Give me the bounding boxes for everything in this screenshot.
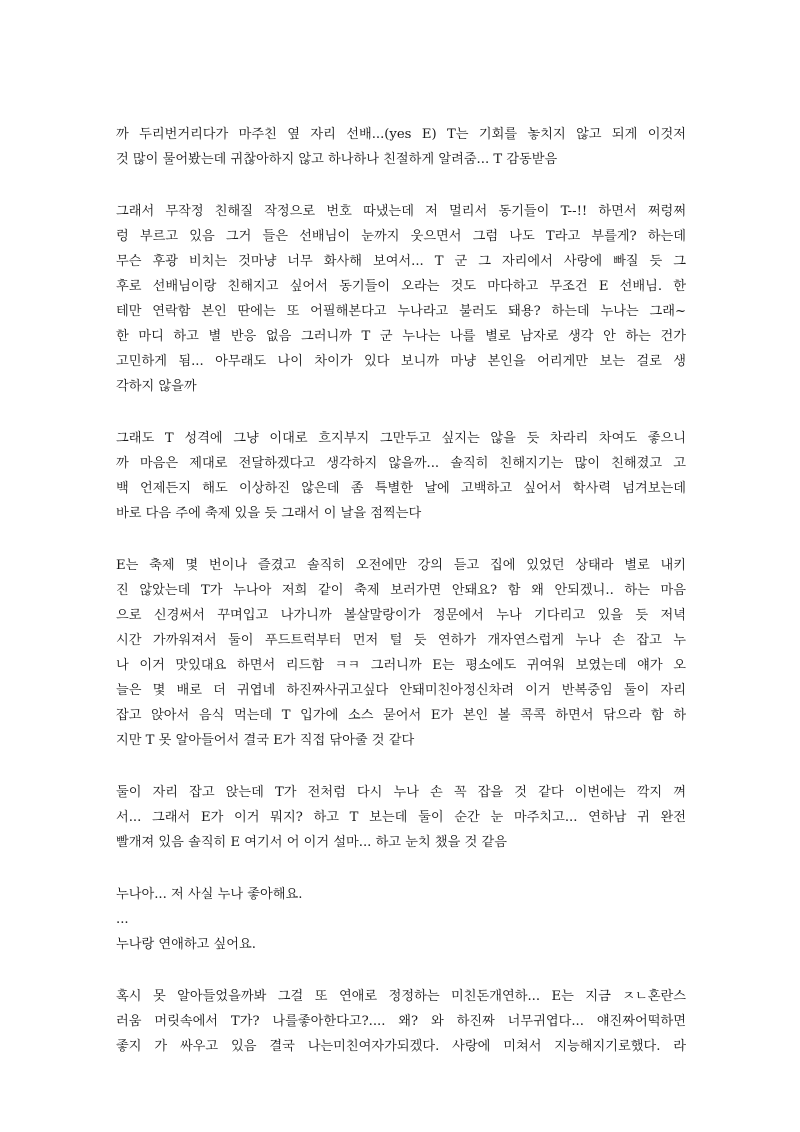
text-line: 나 이거 맛있대요 하면서 리드함 ㅋㅋ 그러니까 E는 평소에도 귀여워 보였는데 얘가 오 — [116, 658, 686, 673]
text-line: 바로 다음 주에 축제 있을 듯 그래서 이 날을 점찍는다 — [116, 506, 422, 521]
text-line: 누나아... 저 사실 누나 좋아해요. — [116, 887, 303, 902]
text-line: 그래도 T 성격에 그냥 이대로 흐지부지 그만두고 싶지는 않을 듯 차라리 차여도 좋으니 — [116, 431, 686, 446]
text-line: 지만 T 못 알아들어서 결국 E가 직접 닦아줄 것 같다 — [116, 733, 415, 748]
dialogue-block — [116, 882, 686, 957]
text-line: 잡고 앉아서 음식 먹는데 T 입가에 소스 묻어서 E가 본인 볼 콕콕 하면서 닦으라 함 하 — [116, 708, 686, 723]
text-line: 고민하게 됨... 아무래도 나이 차이가 있다 보니까 마냥 본인을 어리게만 보는 걸로 생 — [116, 354, 686, 369]
text-line: ... — [116, 912, 129, 927]
text-line: E는 축제 몇 번이나 즐겼고 솔직히 오전에만 강의 듣고 집에 있었던 상태라 별로 내키 — [116, 558, 686, 573]
text-line: 시간 가까워져서 둘이 푸드트럭부터 먼저 털 듯 연하가 개자연스럽게 누나 손 잡고 누 — [116, 633, 686, 648]
paragraph — [116, 780, 686, 855]
text-line: 테만 연락함 본인 딴에는 또 어필해본다고 누나라고 불러도 돼용? 하는데 누나는 그래~ — [116, 304, 686, 319]
text-line: 백 언제든지 해도 이상하진 않은데 좀 특별한 날에 고백하고 싶어서 학사력 넘겨보는데 — [116, 481, 686, 496]
text-line: 것 많이 물어봤는데 귀찮아하지 않고 하나하나 친절하게 알려줌... T 감동받음 — [116, 152, 558, 167]
text-line: 누나랑 연애하고 싶어요. — [116, 937, 256, 952]
paragraph — [116, 426, 686, 526]
text-line: 으로 신경써서 꾸며입고 나가니까 볼살말랑이가 정문에서 누나 기다리고 있을 듯 저녁 — [116, 608, 686, 623]
paragraph — [116, 553, 686, 753]
text-line: 그래서 무작정 친해질 작정으로 번호 따냈는데 저 멀리서 동기들이 T--!! 하면서 쩌렁쩌 — [116, 204, 686, 219]
text-line: 러움 머릿속에서 T가? 나를좋아한다고?.... 왜? 와 하진짜 너무귀엽다... 얘진짜어떡하면 — [116, 1014, 686, 1029]
text-line: 후로 선배님이랑 친해지고 싶어서 동기들이 오라는 것도 마다하고 무조건 E 선배님. 한 — [116, 279, 686, 294]
document-page — [116, 122, 686, 1086]
text-line: 각하지 않을까 — [116, 379, 197, 394]
paragraph — [116, 122, 686, 172]
text-line: 까 두리번거리다가 마주친 옆 자리 선배...(yes E) T는 기회를 놓치지 않고 되게 이것저 — [116, 127, 686, 142]
text-line: 까 마음은 제대로 전달하겠다고 생각하지 않을까... 솔직히 친해지기는 많이 친해졌고 고 — [116, 456, 686, 471]
text-line: 빨개져 있음 솔직히 E 여기서 어 이거 설마... 하고 눈치 챘을 것 같음 — [116, 835, 507, 850]
text-line: 진 않았는데 T가 누나아 저희 같이 축제 보러가면 안돼요? 함 왜 안되겠니.. 하는 마음 — [116, 583, 686, 598]
text-line: 좋지 가 싸우고 있음 결국 나는미친여자가되겠다. 사랑에 미쳐서 지능해지기로했다. 라 — [116, 1039, 686, 1054]
text-line: 무슨 후광 비치는 것마냥 너무 화사해 보여서... T 군 그 자리에서 사랑에 빠질 듯 그 — [116, 254, 686, 269]
text-line: 늘은 몇 배로 더 귀엽네 하진짜사귀고싶다 안돼미친아정신차려 이거 반복중임 둘이 자리 — [116, 683, 686, 698]
paragraph — [116, 199, 686, 399]
paragraph — [116, 984, 686, 1059]
text-line: 서... 그래서 E가 이거 뭐지? 하고 T 보는데 둘이 순간 눈 마주치고... 연하남 귀 완전 — [116, 810, 686, 825]
text-line: 혹시 못 알아들었을까봐 그걸 또 연애로 정정하는 미친돈개연하... E는 지금 ㅈㄴ혼란스 — [116, 989, 686, 1004]
text-line: 렁 부르고 있음 그거 들은 선배님이 눈까지 웃으면서 그럼 나도 T라고 부를게? 하는데 — [116, 229, 686, 244]
text-line: 둘이 자리 잡고 앉는데 T가 전처럼 다시 누나 손 꼭 잡을 것 같다 이번에는 깍지 껴 — [116, 785, 686, 800]
text-line: 한 마디 하고 별 반응 없음 그러니까 T 군 누나는 나를 별로 남자로 생각 안 하는 건가 — [116, 329, 686, 344]
